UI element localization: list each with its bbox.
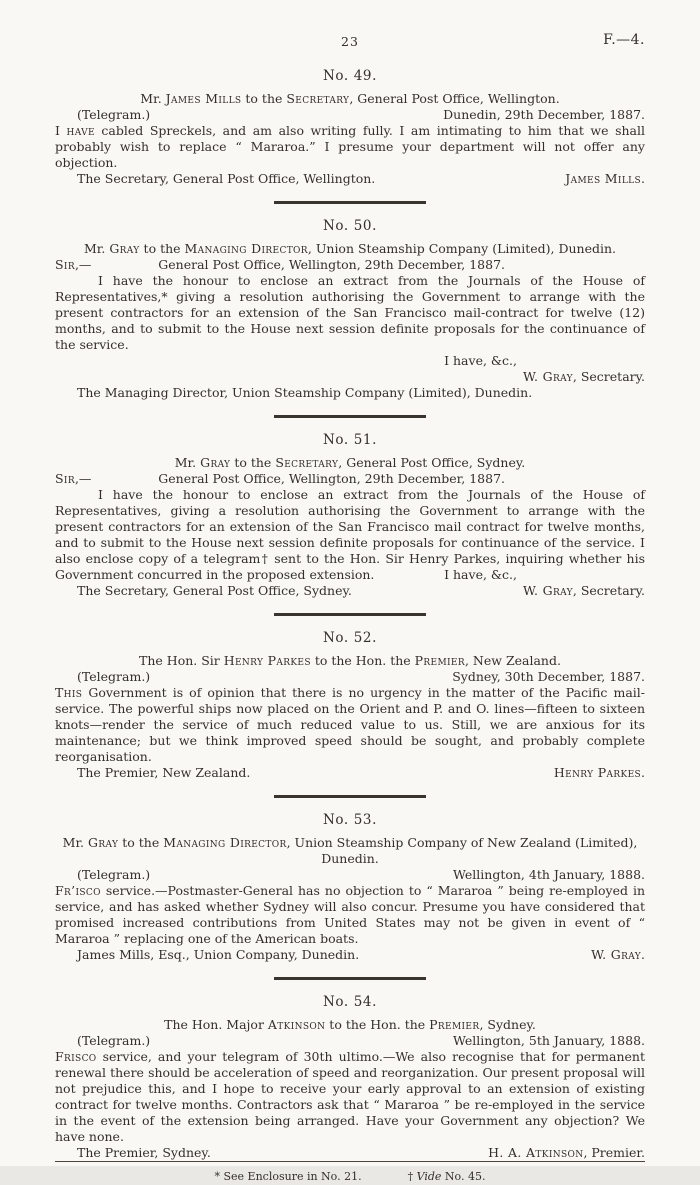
addressee: The Secretary, General Post Office, Sydney. — [77, 583, 352, 598]
letter-body: I have cabled Spreckels, and am also writing fully. I am intimating to him that we shall probably wish to replace “ Mararoa.” I presume your department will not offer any objection. — [55, 123, 645, 170]
closing-row — [55, 947, 645, 963]
letter-heading-line-2: Dunedin. — [321, 851, 379, 866]
closing-row — [55, 765, 645, 781]
letter-number: No. 52. — [323, 630, 377, 646]
letter-heading: Mr. Gray to the Managing Director, Union Steamship Company (Limited), Dunedin. — [83, 241, 617, 256]
dateline: General Post Office, Wellington, 29th December, 1887. — [158, 471, 505, 486]
signature: W. Gray, Secretary. — [522, 583, 645, 598]
section-divider — [274, 201, 426, 204]
letter-number: No. 54. — [323, 994, 377, 1010]
salutation: Sir,— — [55, 471, 92, 486]
closing-row — [55, 171, 645, 187]
closing-row — [55, 1145, 645, 1161]
dateline: Wellington, 5th January, 1888. — [453, 1033, 645, 1048]
letter-no-49 — [55, 68, 645, 187]
telegram-label: (Telegram.) — [77, 107, 151, 122]
letter-body: I have the honour to enclose an extract from the Journals of the House of Representatives, giving a resolution authorising the Government to arrange with the present contractors for an extension of the San Francisco mail contract for twelve months, and to submit to the House next session definite proposals for continuance of the service. I also enclose copy of a telegram† sent to the Hon. Sir Henry Parkes, inquiring whether his Government concurred in the proposed extension. — [55, 487, 645, 582]
dateline: Sydney, 30th December, 1887. — [452, 669, 645, 684]
letter-body: Frisco service, and your telegram of 30th ultimo.—We also recognise that for permanent renewal there should be acceleration of speed and reorganization. Our present proposal will not prejudice this, and I hope to receive your early approval to an extension of existing contract for twelve months. Contractors ask that “ Mararoa ” be re-employed in the service in the event of the extension being arranged. Have your Government any objection? We have none. — [55, 1049, 645, 1144]
footnote-rule — [55, 1161, 645, 1162]
telegram-dateline-row — [55, 867, 645, 883]
letter-heading: Mr. James Mills to the Secretary, General Post Office, Wellington. — [140, 91, 560, 106]
closing-row — [55, 583, 645, 599]
telegram-label: (Telegram.) — [77, 1033, 151, 1048]
signature: James Mills. — [565, 171, 645, 186]
telegram-label: (Telegram.) — [77, 669, 151, 684]
section-divider — [274, 795, 426, 798]
dateline: Dunedin, 29th December, 1887. — [443, 107, 645, 122]
letter-body: I have the honour to enclose an extract from the Journals of the House of Representatives,* giving a resolution authorising the Government to arrange with the present contractors for an extension of the San Francisco mail-contract for twelve (12) months, and to submit to the House next session definite proposals for the continuance of the service. — [55, 273, 645, 352]
telegram-dateline-row — [55, 1033, 645, 1049]
section-divider — [274, 415, 426, 418]
addressee: The Managing Director, Union Steamship Company (Limited), Dunedin. — [77, 385, 533, 400]
dateline: General Post Office, Wellington, 29th December, 1887. — [158, 257, 505, 272]
telegram-dateline-row — [55, 669, 645, 685]
document-reference: F.—4. — [603, 32, 645, 48]
page-footer — [55, 1161, 645, 1185]
letter-no-54 — [55, 994, 645, 1161]
letter-number: No. 51. — [323, 432, 377, 448]
signature: Henry Parkes. — [553, 765, 645, 780]
salutation: Sir,— — [55, 257, 92, 272]
addressee: The Secretary, General Post Office, Wellington. — [77, 171, 376, 186]
valediction: I have, &c., — [444, 567, 517, 582]
footnote-1: * See Enclosure in No. 21. — [214, 1170, 362, 1183]
section-divider — [274, 977, 426, 980]
letter-no-53 — [55, 812, 645, 963]
letter-no-50 — [55, 218, 645, 401]
footnote-2: † Vide No. 45. — [407, 1170, 486, 1183]
telegram-dateline-row — [55, 107, 645, 123]
salutation-dateline-row — [55, 257, 645, 273]
page-header — [55, 34, 645, 50]
letter-number: No. 50. — [323, 218, 377, 234]
letter-number: No. 49. — [323, 68, 377, 84]
page-number: 23 — [341, 34, 359, 49]
letter-heading: Mr. Gray to the Secretary, General Post Office, Sydney. — [174, 455, 526, 470]
letter-heading: Mr. Gray to the Managing Director, Union Steamship Company of New Zealand (Limited), — [62, 835, 638, 850]
dateline: Wellington, 4th January, 1888. — [453, 867, 645, 882]
footnotes — [55, 1169, 645, 1185]
addressee: James Mills, Esq., Union Company, Dunedin. — [77, 947, 360, 962]
addressee: The Premier, New Zealand. — [77, 765, 251, 780]
section-divider — [274, 613, 426, 616]
valediction: I have, &c., — [444, 353, 517, 368]
signature: H. A. Atkinson, Premier. — [488, 1145, 645, 1160]
signature: W. Gray, Secretary. — [522, 369, 645, 384]
letter-body: This Government is of opinion that there is no urgency in the matter of the Pacific mail-service. The powerful ships now placed on the Orient and P. and O. lines—fifteen to sixteen knots—render the service of much reduced value to us. Still, we are anxious for its maintenance; but we think improved speed should be sought, and probably complete reorganisation. — [55, 685, 645, 764]
letter-heading: The Hon. Sir Henry Parkes to the Hon. the Premier, New Zealand. — [139, 653, 561, 668]
letter-no-51 — [55, 432, 645, 599]
salutation-dateline-row — [55, 471, 645, 487]
letter-no-52 — [55, 630, 645, 781]
letter-body: Fr’isco service.—Postmaster-General has no objection to “ Mararoa ” being re-employed in service, and has asked whether Sydney will also concur. Presume you have considered that promised increased contributions from United States may not be given in event of “ Mararoa ” replacing one of the American boats. — [55, 883, 645, 946]
letter-heading: The Hon. Major Atkinson to the Hon. the Premier, Sydney. — [164, 1017, 536, 1032]
addressee: The Premier, Sydney. — [77, 1145, 211, 1160]
telegram-label: (Telegram.) — [77, 867, 151, 882]
signature: W. Gray. — [591, 947, 645, 962]
letter-number: No. 53. — [323, 812, 377, 828]
